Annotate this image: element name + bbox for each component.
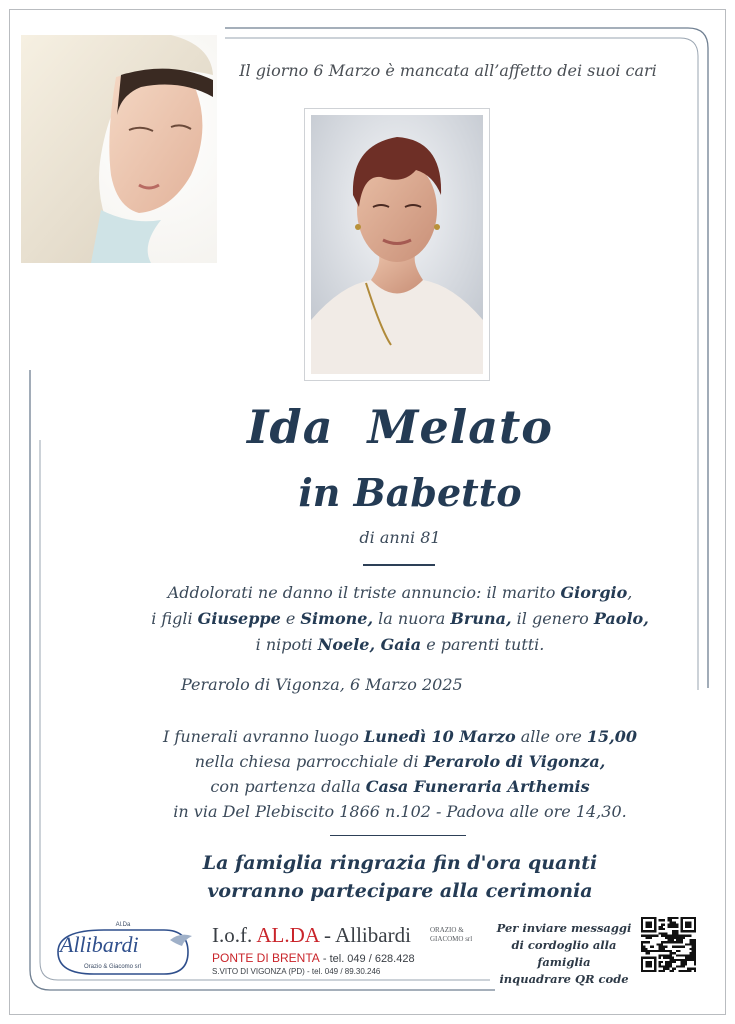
funeral-details xyxy=(130,724,670,824)
agency-owners: ORAZIO & GIACOMO srl xyxy=(430,926,473,943)
thanks-line-1: La famiglia ringrazia fin d'ora quanti xyxy=(202,852,598,874)
deceased-name: Ida Melato xyxy=(247,400,553,454)
iof-label: I.o.f. xyxy=(212,923,253,947)
alda-label: AL.DA xyxy=(256,923,319,947)
announcement-line-3: i nipoti Noele, Gaia e parenti tutti. xyxy=(255,635,545,654)
funeral-line-1: I funerali avranno luogo Lunedì 10 Marzo alle ore 15,00 xyxy=(162,727,638,746)
funeral-line-2: nella chiesa parrocchiale di Perarolo di Vigonza, xyxy=(194,752,606,771)
qr-message: Per inviare messaggi di cordoglio alla famiglia inquadrare QR code xyxy=(496,921,632,986)
logo-name: Allibardi xyxy=(60,932,139,957)
portrait-photo xyxy=(311,115,483,374)
funeral-line-4: in via Del Plebiscito 1866 n.102 - Padova alle ore 14,30. xyxy=(173,802,627,821)
intro-text: Il giorno 6 Marzo è mancata all’affetto dei suoi cari xyxy=(239,61,657,80)
announcement-line-1: Addolorati ne danno il triste annuncio: il marito Giorgio, xyxy=(167,583,633,602)
divider-middle xyxy=(330,835,466,836)
logo-subtitle: Orazio & Giacomo srl xyxy=(84,964,142,970)
madonna-image xyxy=(21,35,217,263)
age-text: di anni 81 xyxy=(359,528,441,547)
agency-phone-1: PONTE DI BRENTA - tel. 049 / 628.428 xyxy=(212,951,415,965)
agency-phone-2: S.VITO DI VIGONZA (PD) - tel. 049 / 89.30.246 xyxy=(212,967,381,976)
thanks-line-2: vorranno partecipare alla cerimonia xyxy=(207,880,593,902)
thanks-text xyxy=(150,849,650,905)
agency-logo xyxy=(54,922,196,982)
funeral-line-3: con partenza dalla Casa Funeraria Arthemis xyxy=(210,777,590,796)
logo-top-text: Al.Da xyxy=(115,922,131,928)
allibardi-label: - Allibardi xyxy=(318,923,411,947)
married-name: in Babetto xyxy=(298,470,522,515)
qr-code[interactable] xyxy=(641,917,696,972)
announcement-line-2: i figli Giuseppe e Simone, la nuora Bruna, il genero Paolo, xyxy=(151,609,649,628)
divider-short xyxy=(363,564,435,566)
agency-name xyxy=(212,923,473,948)
portrait-frame xyxy=(304,108,490,381)
announcement-text xyxy=(130,580,670,658)
place-date: Perarolo di Vigonza, 6 Marzo 2025 xyxy=(181,675,463,694)
